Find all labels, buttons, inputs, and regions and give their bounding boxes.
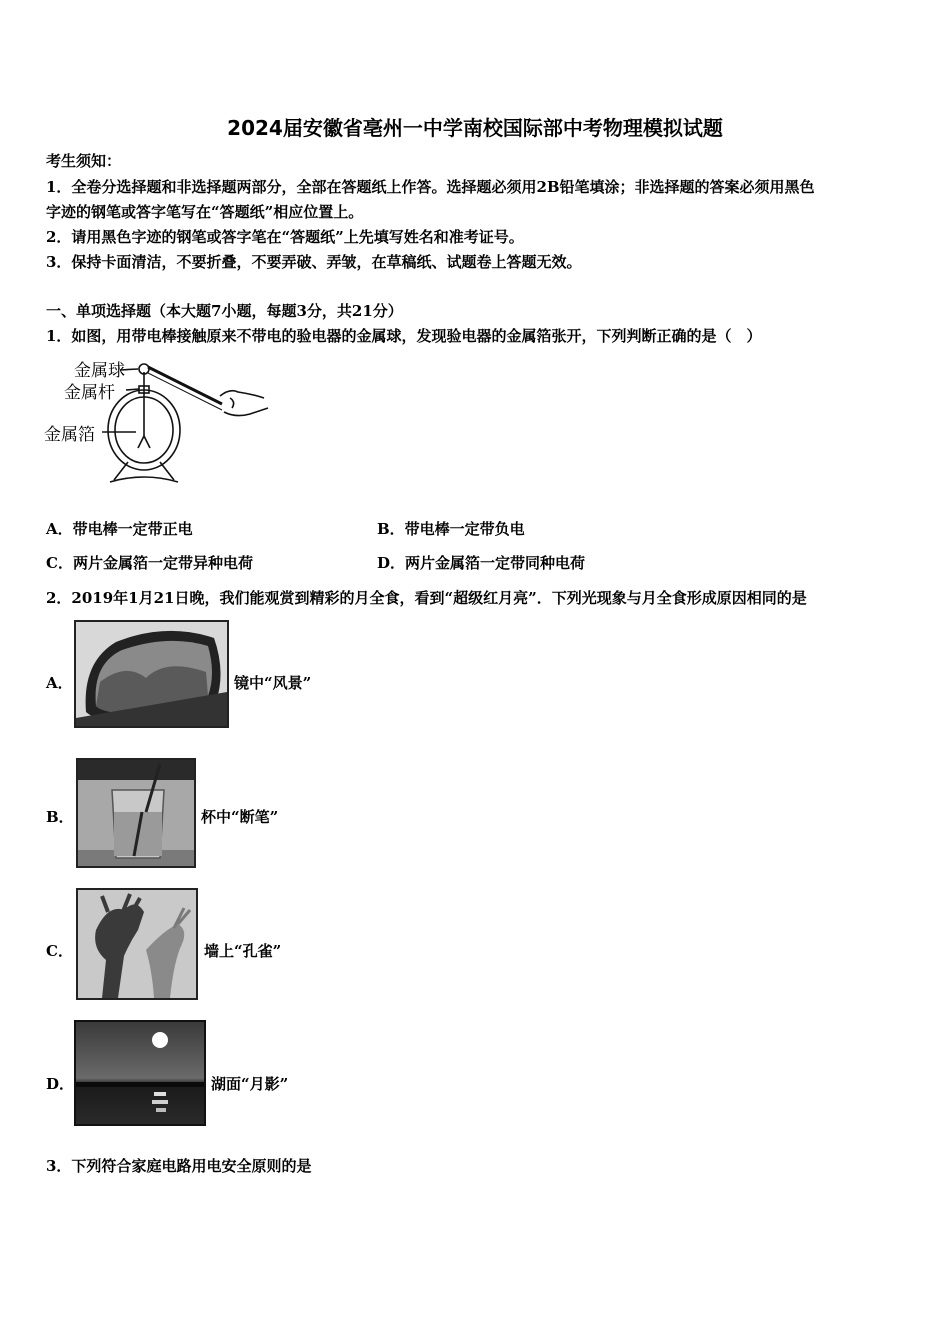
label-metal-rod: 金属杆: [64, 383, 115, 403]
page-title: 2024届安徽省亳州一中学南校国际部中考物理模拟试题: [227, 116, 723, 140]
notice-item-1: 1．全卷分选择题和非选择题两部分，全部在答题纸上作答。选择题必须用2B铅笔填涂；非选择题的答案必须用黑色: [46, 178, 815, 196]
q1-option-c: C．两片金属箔一定带异种电荷: [46, 554, 253, 572]
label-metal-foil: 金属箔: [44, 425, 95, 445]
q2-option-c-letter: C．: [46, 942, 73, 960]
mirror-image: [74, 620, 229, 728]
notice-item-3: 3．保持卡面清洁，不要折叠，不要弄破、弄皱，在草稿纸、试题卷上答题无效。: [46, 253, 582, 271]
moon-reflection-image: [74, 1020, 206, 1126]
hand-shadow-image: [76, 888, 198, 1000]
notice-heading: 考生须知：: [46, 152, 122, 170]
section-heading: 一、单项选择题（本大题7小题，每题3分，共21分）: [46, 302, 403, 320]
label-metal-ball: 金属球: [74, 361, 125, 381]
cup-pencil-image: [76, 758, 196, 868]
electroscope-figure: [40, 352, 280, 488]
question-1-stem: 1．如图，用带电棒接触原来不带电的验电器的金属球，发现验电器的金属箔张开，下列判断正确的是（ ）: [46, 327, 762, 345]
q2-option-d-letter: D．: [46, 1075, 75, 1093]
q2-option-a-caption: 镜中“风景”: [234, 674, 312, 692]
q1-option-b: B．带电棒一定带负电: [377, 520, 525, 538]
notice-item-1-cont: 字迹的钢笔或答字笔写在“答题纸”相应位置上。: [46, 203, 364, 221]
question-3-stem: 3．下列符合家庭电路用电安全原则的是: [46, 1157, 312, 1175]
notice-item-2: 2．请用黑色字迹的钢笔或答字笔在“答题纸”上先填写姓名和准考证号。: [46, 228, 524, 246]
q1-option-a: A．带电棒一定带正电: [46, 520, 193, 538]
question-2-stem: 2．2019年1月21日晚，我们能观赏到精彩的月全食，看到“超级红月亮”．下列光现象与月全食形成原因相同的是: [46, 589, 807, 607]
q1-option-d: D．两片金属箔一定带同种电荷: [377, 554, 586, 572]
q2-option-b-letter: B．: [46, 808, 74, 826]
q2-option-c-caption: 墙上“孔雀”: [204, 942, 282, 960]
q2-option-b-caption: 杯中“断笔”: [201, 808, 279, 826]
q2-option-d-caption: 湖面“月影”: [211, 1075, 289, 1093]
q2-option-a-letter: A．: [46, 674, 73, 692]
